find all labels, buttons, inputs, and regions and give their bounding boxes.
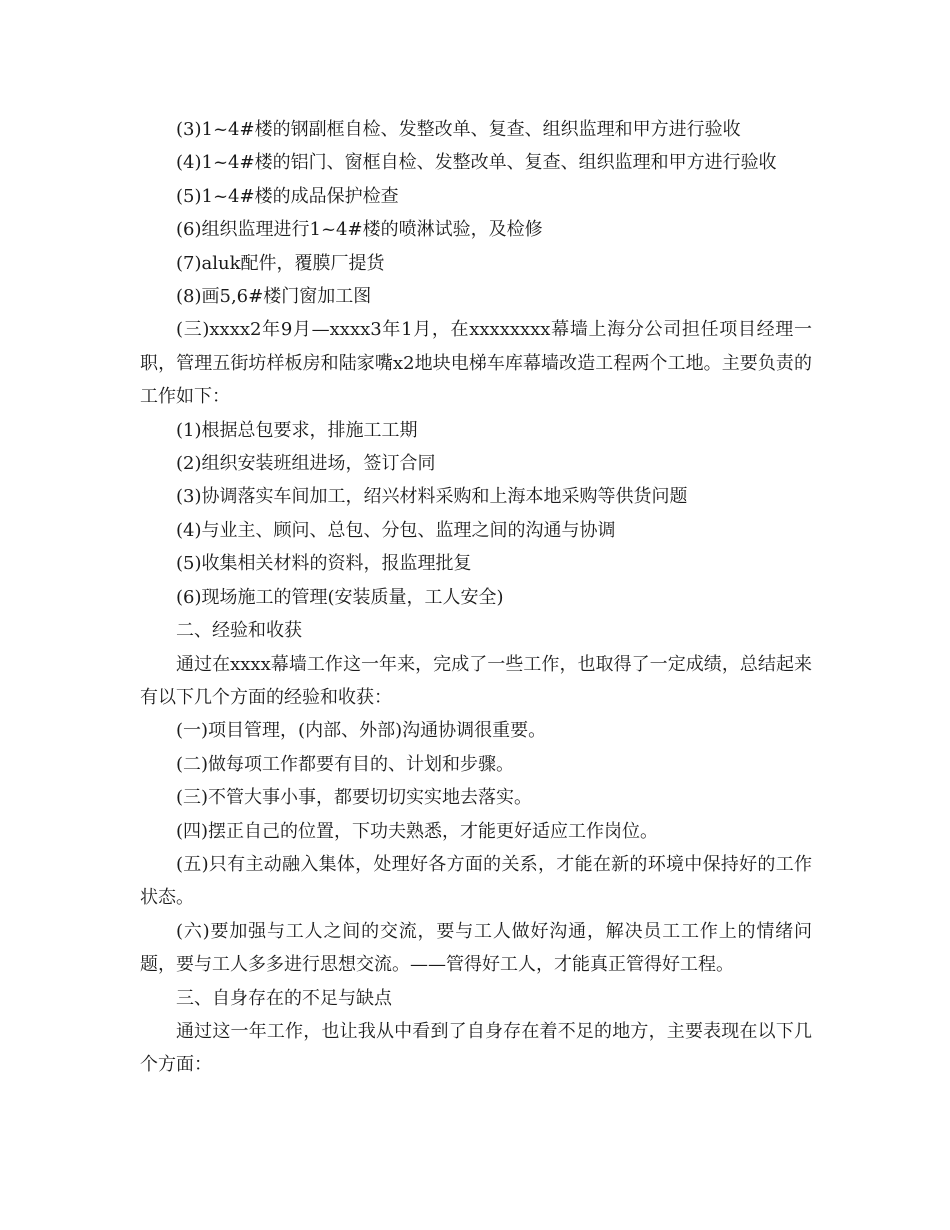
item-paragraph: (四)摆正自己的位置，下功夫熟悉，才能更好适应工作岗位。 xyxy=(176,820,659,842)
body-paragraph: 通过在xxxx幕墙工作这一年来，完成了一些工作，也取得了一定成绩，总结起来有以下几个方面的经验和收获： xyxy=(140,653,812,708)
section-heading: 二、经验和收获 xyxy=(176,620,302,642)
item-paragraph: (8)画5,6#楼门窗加工图 xyxy=(176,286,372,308)
item-paragraph: (二)做每项工作都要有目的、计划和步骤。 xyxy=(176,753,515,775)
item-paragraph: (1)根据总包要求，排施工工期 xyxy=(176,419,418,441)
item-paragraph: (4)与业主、顾问、总包、分包、监理之间的沟通与协调 xyxy=(176,519,616,541)
item-paragraph: (一)项目管理，(内部、外部)沟通协调很重要。 xyxy=(176,720,547,742)
item-paragraph: (3)1~4#楼的钢副框自检、发整改单、复查、组织监理和甲方进行验收 xyxy=(176,119,741,140)
item-paragraph: (6)组织监理进行1~4#楼的喷淋试验，及检修 xyxy=(176,219,543,241)
section-paragraph: (三)xxxx2年9月—xxxx3年1月，在xxxxxxxx幕墙上海分公司担任项目经理一职，管理五街坊样板房和陆家嘴x2地块电梯车库幕墙改造工程两个工地。主要负责的工作如下： xyxy=(140,319,812,408)
item-paragraph: (4)1~4#楼的铝门、窗框自检、发整改单、复查、组织监理和甲方进行验收 xyxy=(176,152,777,174)
item-paragraph: (6)现场施工的管理(安装质量，工人安全) xyxy=(176,586,504,608)
item-paragraph: (五)只有主动融入集体，处理好各方面的关系，才能在新的环境中保持好的工作状态。 xyxy=(140,853,812,909)
item-paragraph: (7)aluk配件，覆膜厂提货 xyxy=(176,252,385,274)
body-paragraph: 通过这一年工作，也让我从中看到了自身存在着不足的地方，主要表现在以下几个方面： xyxy=(140,1020,812,1076)
item-paragraph: (六)要加强与工人之间的交流，要与工人做好沟通，解决员工工作上的情绪问题，要与工人多多进行思想交流。——管得好工人，才能真正管得好工程。 xyxy=(140,920,812,976)
item-paragraph: (5)1~4#楼的成品保护检查 xyxy=(176,185,399,207)
item-paragraph: (2)组织安装班组进场，签订合同 xyxy=(176,453,436,475)
item-paragraph: (三)不管大事小事，都要切切实实地去落实。 xyxy=(176,787,533,809)
item-paragraph: (3)协调落实车间加工，绍兴材料采购和上海本地采购等供货问题 xyxy=(176,486,688,508)
item-paragraph: (5)收集相关材料的资料，报监理批复 xyxy=(176,553,472,575)
section-heading: 三、自身存在的不足与缺点 xyxy=(176,987,392,1009)
document-body xyxy=(140,113,812,1082)
